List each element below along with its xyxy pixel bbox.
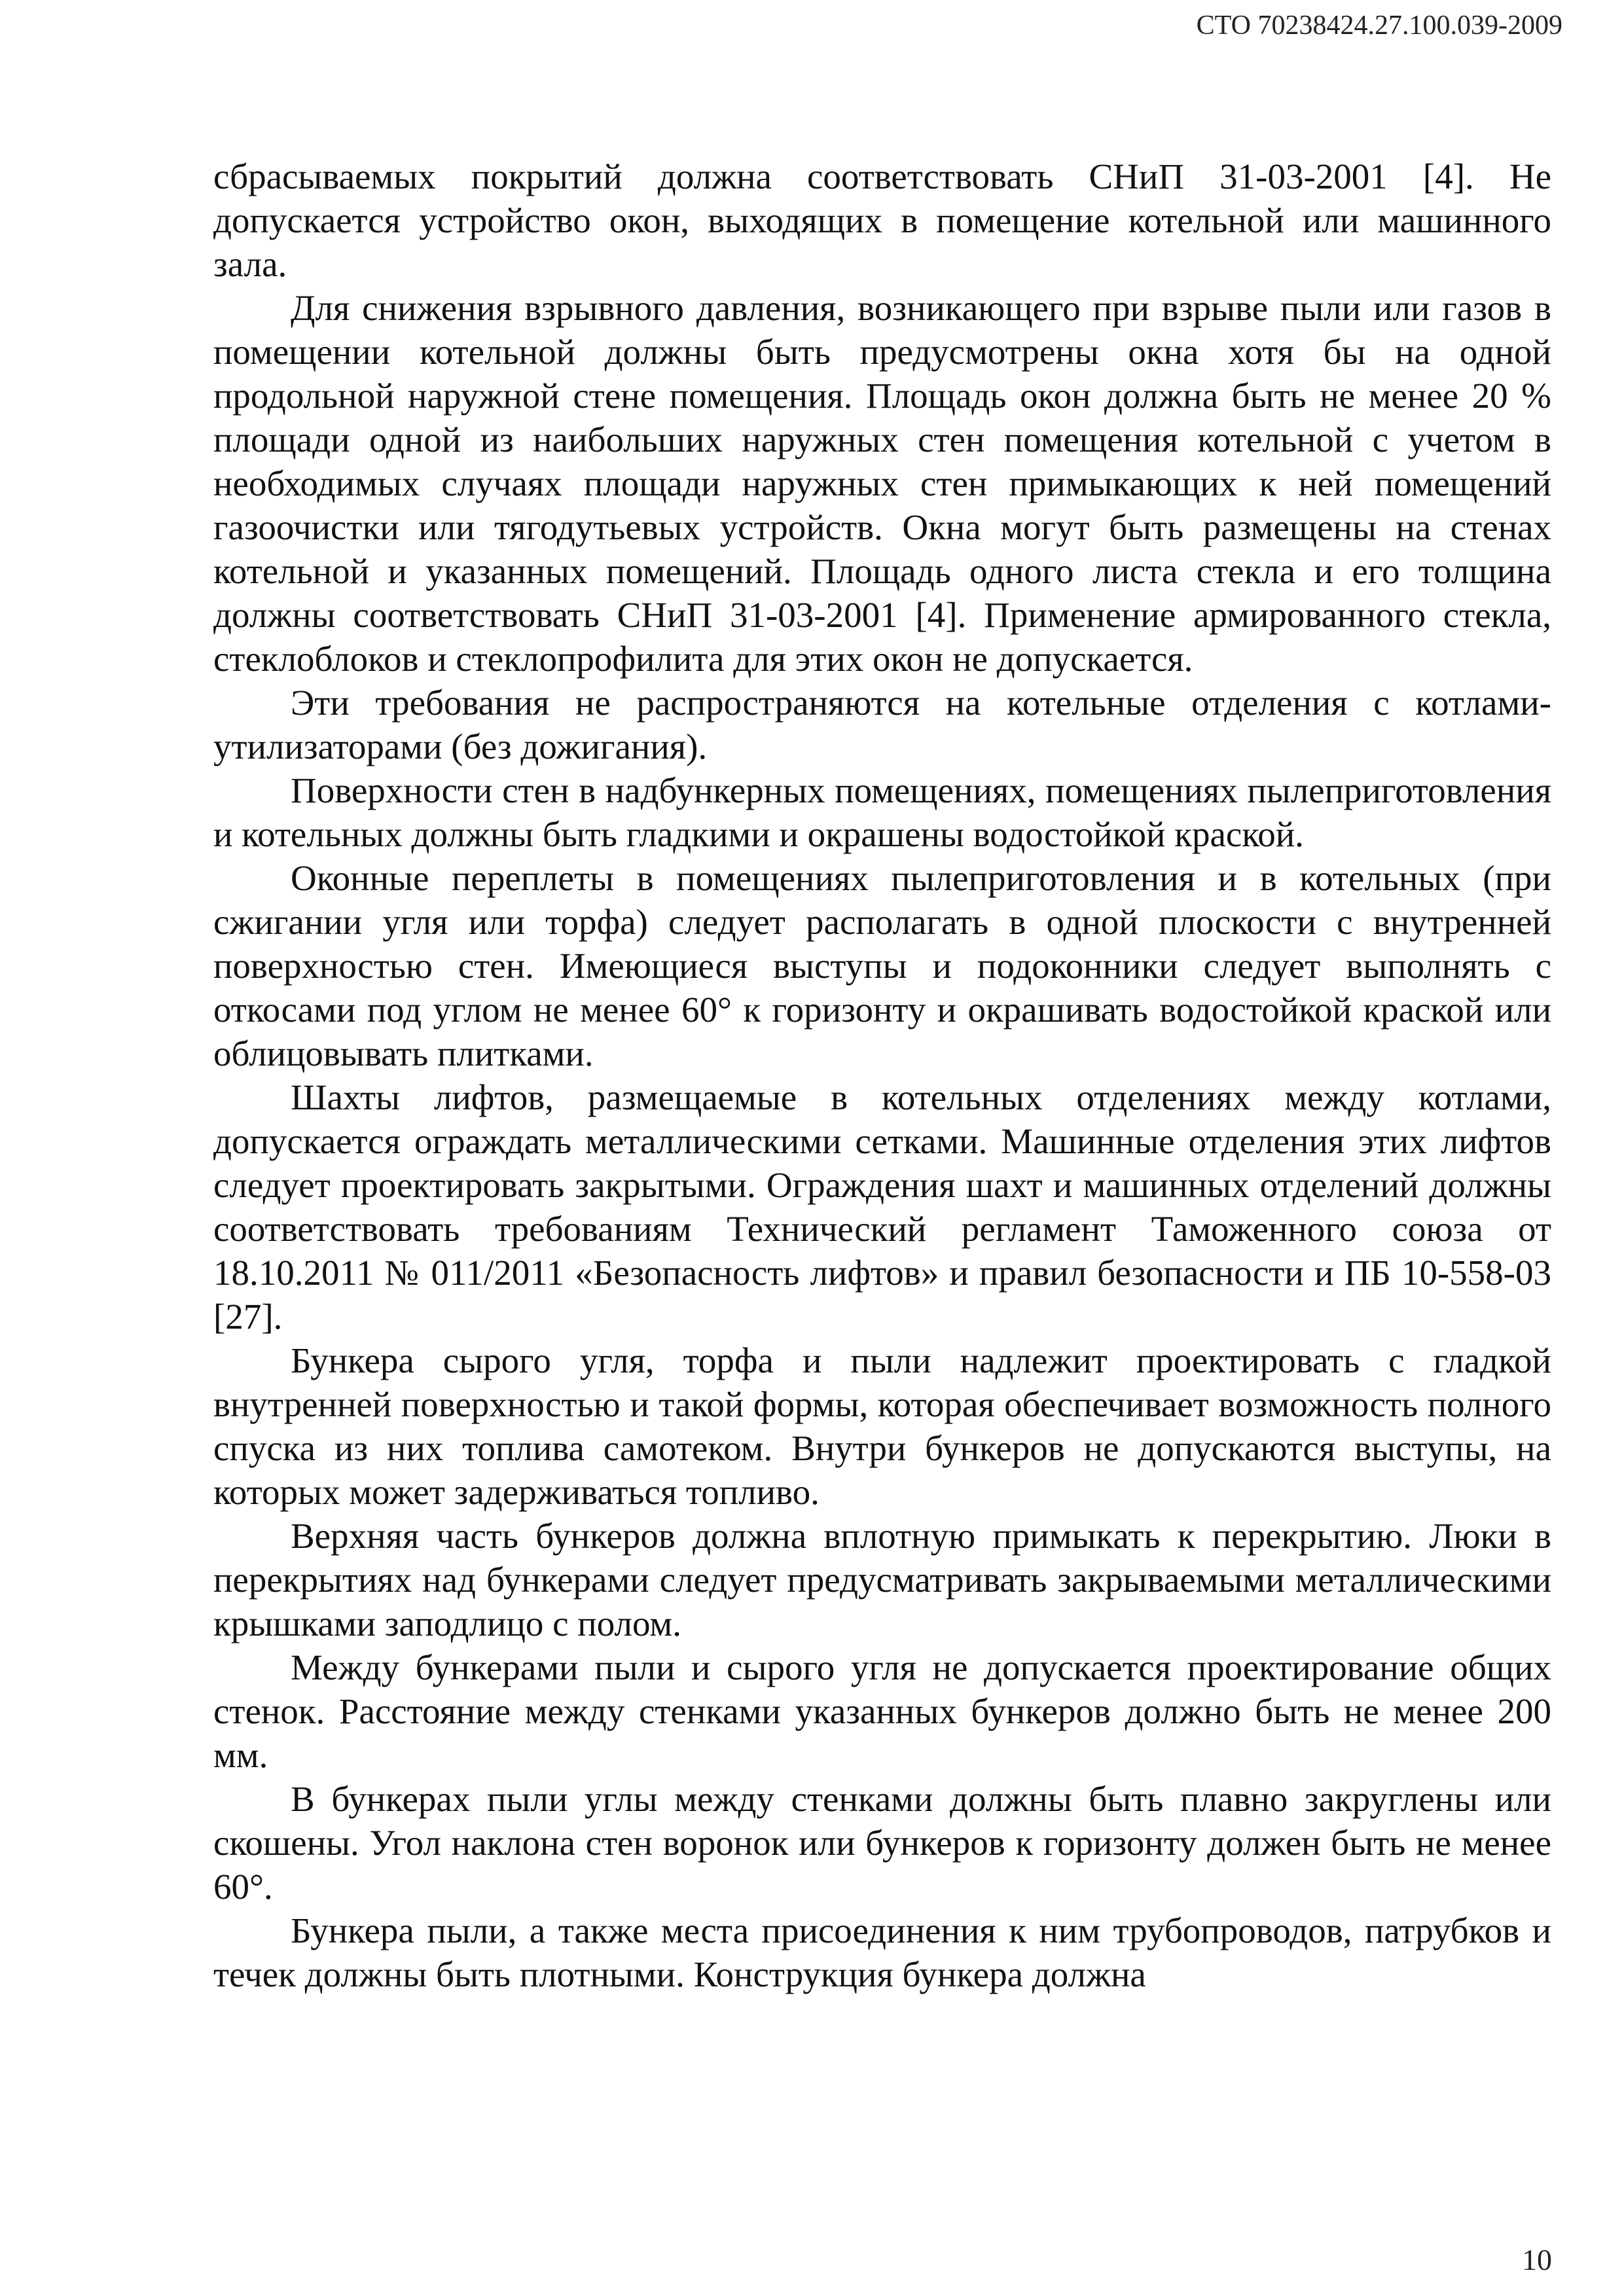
document-code: СТО 70238424.27.100.039-2009 (1196, 10, 1562, 41)
paragraph: Оконные переплеты в помещениях пылеприготовления и в котельных (при сжигании угля или торфа) следует располагать в одной плоскости с внутренней поверхностью стен. Имеющиеся выступы и подоконники следует выполнять с откосами под углом не менее 60° к горизонту и окрашивать водостойкой краской или облицовывать плитками. (213, 858, 1551, 1073)
page-number: 10 (1522, 2242, 1552, 2276)
paragraph: Бункера сырого угля, торфа и пыли надлежит проектировать с гладкой внутренней поверхностью и такой формы, которая обеспечивает возможность полного спуска из них топлива самотеком. Внутри бункеров не допускаются выступы, на которых может задерживаться топливо. (213, 1340, 1551, 1512)
paragraph: Поверхности стен в надбункерных помещениях, помещениях пылеприготовления и котельных должны быть гладкими и окрашены водостойкой краской. (213, 770, 1551, 854)
paragraph: Бункера пыли, а также места присоединения к ним трубопроводов, патрубков и течек должны быть плотными. Конструкция бункера должна (213, 1910, 1551, 1994)
paragraph-continuation: сбрасываемых покрытий должна соответствовать СНиП 31-03-2001 [4]. Не допускается устройство окон, выходящих в помещение котельной или машинного зала. (213, 156, 1551, 284)
paragraph: Между бункерами пыли и сырого угля не допускается проектирование общих стенок. Расстояние между стенками указанных бункеров должно быть не менее 200 мм. (213, 1647, 1551, 1775)
paragraph: Верхняя часть бункеров должна вплотную примыкать к перекрытию. Люки в перекрытиях над бункерами следует предусматривать закрываемыми металлическими крышками заподлицо с полом. (213, 1516, 1551, 1643)
paragraph: Шахты лифтов, размещаемые в котельных отделениях между котлами, допускается ограждать металлическими сетками. Машинные отделения этих лифтов следует проектировать закрытыми. Ограждения шахт и машинных отделений должны соответствовать требованиям Технический регламент Таможенного союза от 18.10.2011 № 011/2011 «Безопасность лифтов» и правил безопасности и ПБ 10-558-03 [27]. (213, 1077, 1551, 1336)
paragraph: В бункерах пыли углы между стенками должны быть плавно закруглены или скошены. Угол наклона стен воронок или бункеров к горизонту должен быть не менее 60°. (213, 1779, 1551, 1907)
document-body (213, 154, 1551, 1996)
paragraph: Эти требования не распространяются на котельные отделения с котлами-утилизаторами (без дожигания). (213, 683, 1551, 766)
paragraph: Для снижения взрывного давления, возникающего при взрыве пыли или газов в помещении котельной должны быть предусмотрены окна хотя бы на одной продольной наружной стене помещения. Площадь окон должна быть не менее 20 % площади одной из наибольших наружных стен помещения котельной с учетом в необходимых случаях площади наружных стен примыкающих к ней помещений газоочистки или тягодутьевых устройств. Окна могут быть размещены на стенах котельной и указанных помещений. Площадь одного листа стекла и его толщина должны соответствовать СНиП 31-03-2001 [4]. Применение армированного стекла, стеклоблоков и стеклопрофилита для этих окон не допускается. (213, 288, 1551, 679)
